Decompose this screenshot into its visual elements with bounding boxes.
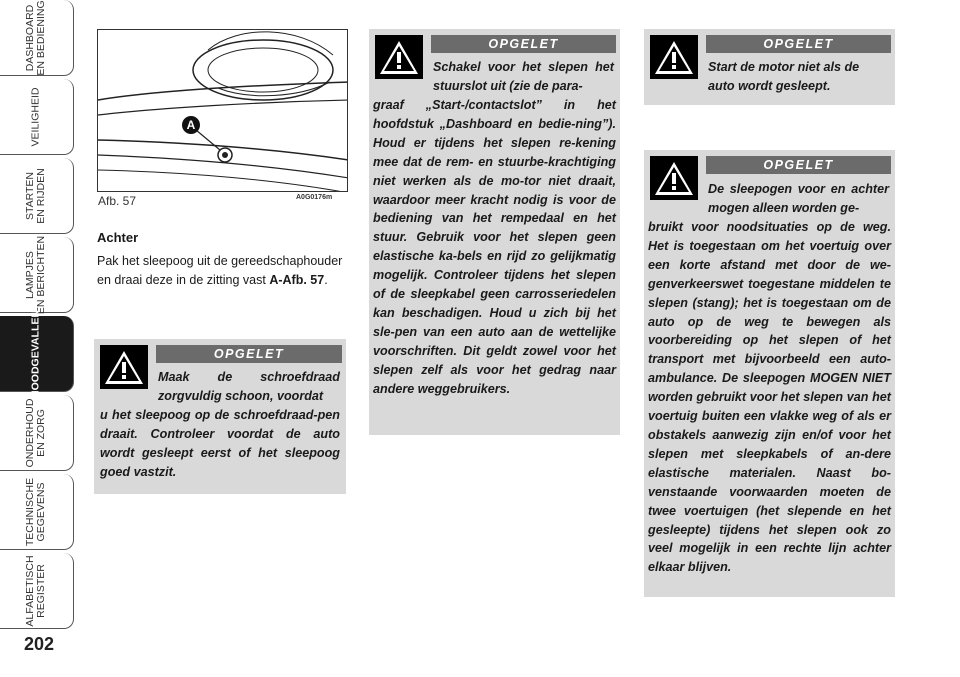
warning-box-engine	[644, 29, 895, 105]
chapter-sidebar	[0, 0, 80, 677]
tab-label: DASHBOARD EN BEDIENING	[24, 0, 47, 76]
section-body-text: Pak het sleepoog uit de gereedschaphouder en draai deze in de zitting vast	[97, 254, 343, 287]
tab-register[interactable]	[0, 553, 74, 629]
warning-text: graaf „Start-/contactslot” in het hoofdstuk „Dashboard en bedie-ning”). Houd er tijdens het slepen re-kening mee dat de rem- en stuurbe-krachtiging niet werken als de mo-tor niet draait, waardoor meer kracht nodig is voor de bediening van het rempedaal en het stuur. Gebruik voor het slepen geen elastische ka-bels en rijd zo gelijkmatig mogelijk. Controleer tijdens het slepen of de sleepkabel geen carrosseriedelen kan beschadigen. Houd u zich bij het sle-pen van een auto aan de wettelijke voorschriften. Dit geldt zowel voor het slepen zelf als voor het gedrag naar andere weggebruikers.	[373, 98, 616, 396]
tab-dashboard[interactable]	[0, 0, 74, 76]
warning-triangle-icon	[650, 35, 698, 79]
tab-label: TECHNISCHE GEGEVENS	[24, 477, 47, 546]
tab-onderhoud[interactable]	[0, 395, 74, 471]
tab-lampjes[interactable]	[0, 237, 74, 313]
section-body-end: .	[324, 273, 328, 287]
tab-noodgevallen[interactable]	[0, 309, 74, 398]
bumper-illustration	[98, 30, 348, 192]
warning-header: OPGELET	[706, 35, 891, 53]
warning-box-steering-lock	[369, 29, 620, 435]
tab-label: ALFABETISCH REGISTER	[24, 554, 47, 627]
tab-veiligheid[interactable]	[0, 79, 74, 155]
warning-triangle-icon	[375, 35, 423, 79]
figure-marker-a: A	[182, 116, 200, 134]
warning-lead: Maak de schroefdraad zorgvuldig schoon, voordat	[158, 370, 340, 403]
section-title: Achter	[97, 230, 139, 245]
section-body	[97, 252, 349, 290]
warning-header: OPGELET	[431, 35, 616, 53]
figure-rear-tow-hook	[97, 29, 348, 192]
warning-header: OPGELET	[706, 156, 891, 174]
tab-label: STARTEN EN RIJDEN	[24, 167, 47, 224]
tab-label: LAMPJES EN BERICHTEN	[24, 235, 47, 314]
tab-label: VEILIGHEID	[29, 87, 42, 146]
warning-triangle-icon	[100, 345, 148, 389]
warning-header: OPGELET	[156, 345, 342, 363]
figure-code: A0G0176m	[296, 194, 333, 201]
figure-caption: Afb. 57	[98, 194, 137, 208]
warning-triangle-icon	[650, 156, 698, 200]
warning-box-thread	[94, 339, 346, 494]
warning-lead: De sleepogen voor en achter mogen alleen worden ge-	[708, 182, 889, 215]
warning-box-tow-hooks	[644, 150, 895, 597]
warning-lead: Schakel voor het slepen het stuurslot uit (zie de para-	[433, 60, 614, 93]
page-number: 202	[24, 634, 55, 654]
warning-text: u het sleepoog op de schroefdraad-pen draait. Controleer voordat de auto wordt gesleept eerst of het sleepoog goed vastzit.	[100, 408, 340, 479]
warning-text: bruikt voor noodsituaties op de weg. Het is toegestaan om het voertuig over een korte afstand met door de we-genverkeerswet toegestane middelen te slepen (stang); het is toegestaan om de auto op de weg te bewegen als voorbereiding op het slepen of het transport met bijvoorbeeld een auto-ambulance. De sleepogen MOGEN NIET worden gebruikt voor het slepen van het voertuig buiten een vlakke weg of als er obstakels aanwezig zijn en/of voor het slepen met sleepkabels of an-dere elastische materialen. Naast bo-venstaande voorwaarden moeten de twee voertuigen (het slepende en het gesleepte) tijdens het slepen ook zo veel mogelijk in een rechte lijn achter elkaar blijven.	[648, 220, 891, 575]
tab-label: NOODGEVALLEN	[29, 309, 42, 398]
tab-label: ONDERHOUD EN ZORG	[24, 398, 47, 467]
tab-technische[interactable]	[0, 474, 74, 550]
tab-starten[interactable]	[0, 158, 74, 234]
figure-reference: A-Afb. 57	[269, 273, 325, 287]
warning-lead: Start de motor niet als de auto wordt gesleept.	[708, 60, 860, 93]
